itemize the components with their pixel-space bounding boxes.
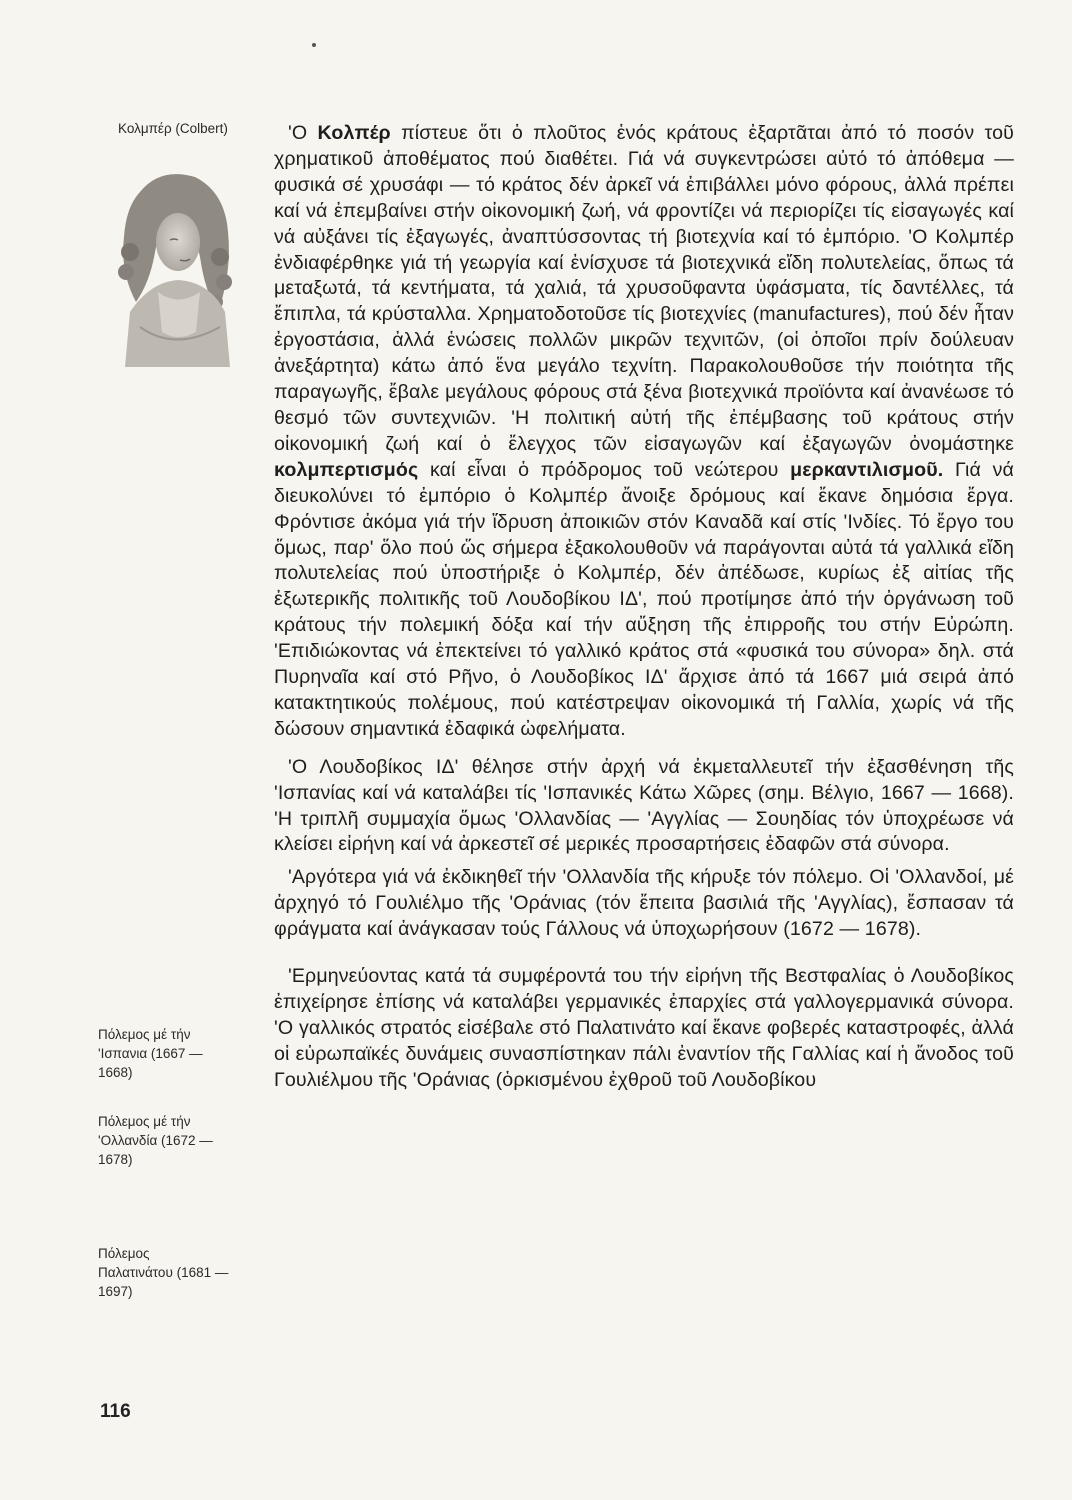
term-mercantilism: μερκαντιλισμοῦ. — [790, 458, 944, 481]
paragraph-palatinate-war: 'Ερμηνεύοντας κατά τά συμφέροντά του τήν εἰρήνη τῆς Βεστφαλίας ὁ Λουδοβίκος ἐπιχείρησε ἐπίσης νά καταλάβει γερμανικές ἐπαρχίες στά γαλλογερμανικά σύνορα. 'Ο γαλλικός στρατός εἰσέβαλε στό Παλατινάτο καί ἔκανε φοβερές καταστροφές, ἀλλά οἱ εὐρωπαϊκές δυνάμεις συνασπίστηκαν πάλι ἐναντίον τῆς Γαλλίας καί ἡ ἄνοδος τοῦ Γουλιέλμου τῆς 'Οράνιας (ὁρκισμένου ἐχθροῦ τοῦ Λουδοβίκου — [274, 965, 1014, 1091]
margin-note-palatinate-war: Πόλεμος Παλατινάτου (1681 — 1697) — [98, 1246, 229, 1299]
margin-note-spain-war: Πόλεμος μέ τήν 'Ισπανια (1667 — 1668) — [98, 1027, 203, 1080]
paragraph-colbert — [274, 121, 1014, 743]
p1-mid: καί εἶναι ὁ πρόδρομος τοῦ νεώτερου — [418, 458, 791, 481]
p1-before: 'Ο — [288, 122, 318, 144]
paragraph-spain-war: 'Ο Λουδοβίκος ΙΔ' θέλησε στήν ἀρχή νά ἐκμεταλλευτεῖ τήν ἐξασθένηση τῆς 'Ισπανίας καί νά καταλάβει τίς 'Ισπανικές Κάτω Χῶρες (σημ. Βέλγιο, 1667 — 1668). 'Η τριπλῆ συμμαχία ὅμως 'Ολλανδίας — 'Αγγλίας — Σουηδίας τόν ὑποχρέωσε νά κλείσει εἰρήνη καί νά ἀρκεστεῖ σέ μερικές προσαρτήσεις ἐδαφῶν στά σύνορα. — [274, 755, 1014, 856]
colbert-bust-portrait — [100, 162, 250, 367]
term-colbert: Κολπέρ — [317, 122, 391, 144]
paragraph-holland-war: 'Αργότερα γιά νά ἐκδικηθεῖ τήν 'Ολλανδία τῆς κήρυξε τόν πόλεμο. Οἱ 'Ολλανδοί, μέ ἀρχηγό τό Γουλιέλμο τῆς 'Οράνιας (τόν ἔπειτα βασιλιά τῆς 'Αγγλίας), ἔσπασαν τά φράγματα καί ἀνάγκασαν τούς Γάλλους νά ὑποχωρήσουν (1672 — 1678). — [274, 866, 1014, 941]
p1-end: Γιά νά διευκολύνει τό ἐμπόριο ὁ Κολμπέρ ἄνοιξε δρόμους καί ἔκανε δημόσια ἔργα. Φρόντισε ἀκόμα γιά τήν ἵδρυση ἀποικιῶν στόν Καναδᾶ καί στίς 'Ινδίες. Τό ἔργο του ὅμως, παρ' ὅλο πού ὥς σήμερα ἐξακολουθοῦν νά παράγονται αὐτά τά γαλλικά εἴδη πολυτελείας πού ὑποστήριξε ὁ Κολμπέρ, δέν ἀπέδωσε, κυρίως ἐξ αἰτίας τῆς ἐξωτερικῆς πολιτικῆς τοῦ Λουδοβίκου ΙΔ', πού προτίμησε ἀπό τήν ὀργάνωση τοῦ κράτους τήν πολεμική δόξα καί τήν αὔξηση τῆς ἐπιρροῆς του στήν Εὐρώπη. 'Επιδιώκοντας νά ἐπεκτείνει τό γαλλικό κράτος στά «φυσικά του σύνορα» δηλ. στά Πυρηναῖα καί στό Ρῆνο, ὁ Λουδοβίκος ΙΔ' ἄρχισε ἀπό τά 1667 μιά σειρά ἀπό κατακτητικούς πολέμους, πού κατέστρεψαν οἰκονομικά τή Γαλλία, χωρίς νά τῆς δώσουν σημαντικά ἐδαφικά ὠφελήματα. — [274, 458, 1014, 740]
margin-note-holland-war: Πόλεμος μέ τήν 'Ολλανδία (1672 — 1678) — [98, 1114, 213, 1167]
main-text-column — [274, 121, 1014, 1094]
page-number: 116 — [100, 1401, 131, 1422]
portrait-caption: Κολμπέρ (Colbert) — [118, 121, 228, 136]
print-speck — [312, 43, 316, 47]
term-colbertism: κολμπερτισμός — [274, 458, 419, 481]
p1-after: πίστευε ὅτι ὁ πλοῦτος ἑνός κράτους ἐξαρτᾶται ἀπό τό ποσόν τοῦ χρηματικοῦ ἀποθέματος πού διαθέτει. Γιά νά συγκεντρώσει αὐτό τό ἀπόθεμα — φυσικά σέ χρυσάφι — τό κράτος δέν ἀρκεῖ νά ἐπιβάλλει μόνο φόρους, ἀλλά πρέπει καί νά ἐπεμβαίνει στήν οἰκονομική ζωή, νά φροντίζει νά περιορίζει τίς εἰσαγωγές καί νά αὐξάνει τίς ἐξαγωγές, ἀναπτύσσοντας τή βιοτεχνία καί τό ἐμπόριο. 'Ο Κολμπέρ ἐνδιαφέρθηκε γιά τή γεωργία καί ἐνίσχυσε τά βιοτεχνικά εἴδη πολυτελείας, ὅπως τά μεταξωτά, τά κεντήματα, τά χαλιά, τά χρυσοῦφαντα ὑφάσματα, τίς δαντέλλες, τά ἔπιπλα, τά κρύσταλλα. Χρηματοδοτοῦσε τίς βιοτεχνίες (manufactures), πού δέν ἦταν ἐργοστάσια, ἀλλά ἑνώσεις πολλῶν μικρῶν τεχνιτῶν, (οἱ ὁποῖοι πρίν δούλευαν ἀνεξάρτητα) κάτω ἀπό ἕνα μεγάλο τεχνίτη. Παρακολουθοῦσε τήν ποιότητα τῆς παραγωγῆς, ἔβαλε μεγάλους φόρους στά ξένα βιοτεχνικά προϊόντα καί ἀνανέωσε τό θεσμό τῶν συντεχνιῶν. 'Η πολιτική αὐτή τῆς ἐπέμβασης τοῦ κράτους στήν οἰκονομική ζωή καί ὁ ἔλεγχος τῶν εἰσαγωγῶν καί ἐξαγωγῶν ὀνομάστηκε — [274, 122, 1014, 455]
